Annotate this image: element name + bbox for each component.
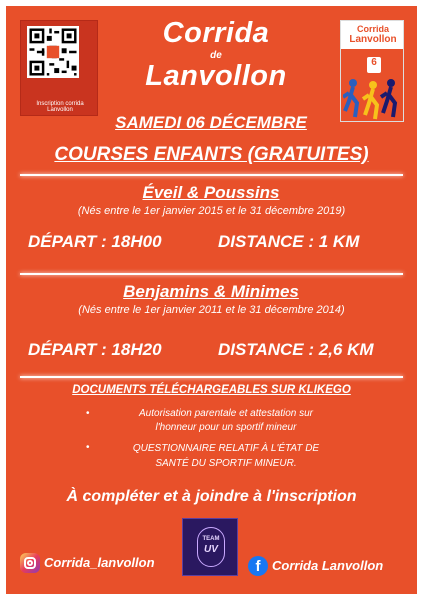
mini-poster-thumbnail — [340, 20, 404, 122]
qr-caption: Inscription corrida Lanvollon — [36, 101, 84, 113]
event-date: SAMEDI 06 DÉCEMBRE — [115, 113, 307, 132]
team-uv-logo — [182, 518, 238, 576]
qr-code-icon — [27, 26, 79, 78]
race2-born: (Nés entre le 1er janvier 2011 et le 31 décembre 2014) — [78, 304, 345, 316]
title-lanvollon: Lanvollon — [145, 60, 287, 92]
document-item-1 — [106, 407, 346, 435]
facebook-icon[interactable]: f — [248, 556, 268, 576]
qr-code-block[interactable] — [20, 20, 98, 116]
document-item-1-line1: Autorisation parentale et attestation sur — [139, 408, 313, 419]
divider-2 — [20, 273, 403, 275]
race2-category: Benjamins & Minimes — [123, 282, 299, 301]
document-item-2-line2: SANTÉ DU SPORTIF MINEUR. — [155, 458, 297, 469]
mini-poster-date: 6 — [371, 57, 377, 68]
race1-born: (Nés entre le 1er janvier 2015 et le 31 décembre 2019) — [77, 205, 346, 217]
bullet-1: • — [86, 408, 90, 419]
divider-3 — [20, 376, 403, 378]
title-de: de — [210, 50, 222, 61]
mini-poster-title1: Corrida — [356, 24, 389, 34]
cta-text: À compléter et à joindre à l'inscription — [66, 488, 357, 505]
facebook-handle[interactable]: Corrida Lanvollon — [272, 558, 384, 573]
documents-heading[interactable]: DOCUMENTS TÉLÉCHARGEABLES SUR KLIKEGO — [72, 384, 351, 396]
instagram-handle[interactable]: Corrida_lanvollon — [44, 555, 155, 570]
race2-depart: DÉPART : 18H20 — [28, 340, 162, 359]
title-corrida: Corrida — [162, 17, 270, 49]
flyer — [6, 6, 417, 594]
race1-category: Éveil & Poussins — [142, 183, 280, 202]
event-heading: COURSES ENFANTS (GRATUITES) — [54, 144, 369, 165]
document-item-1-line2: l'honneur pour un sportif mineur — [155, 422, 297, 433]
team-logo-line1: TEAM — [202, 536, 220, 542]
race1-depart: DÉPART : 18H00 — [28, 232, 162, 251]
race2-distance: DISTANCE : 2,6 KM — [218, 340, 374, 359]
mini-poster-title2: Lanvollon — [349, 34, 397, 45]
bullet-2: • — [86, 442, 90, 453]
document-item-2-line1: QUESTIONNAIRE RELATIF À L'ÉTAT DE — [132, 443, 320, 454]
divider-1 — [20, 174, 403, 176]
document-item-2 — [106, 441, 346, 471]
instagram-icon[interactable] — [20, 553, 40, 573]
race1-distance: DISTANCE : 1 KM — [218, 232, 360, 251]
team-logo-line2: UV — [204, 544, 218, 555]
